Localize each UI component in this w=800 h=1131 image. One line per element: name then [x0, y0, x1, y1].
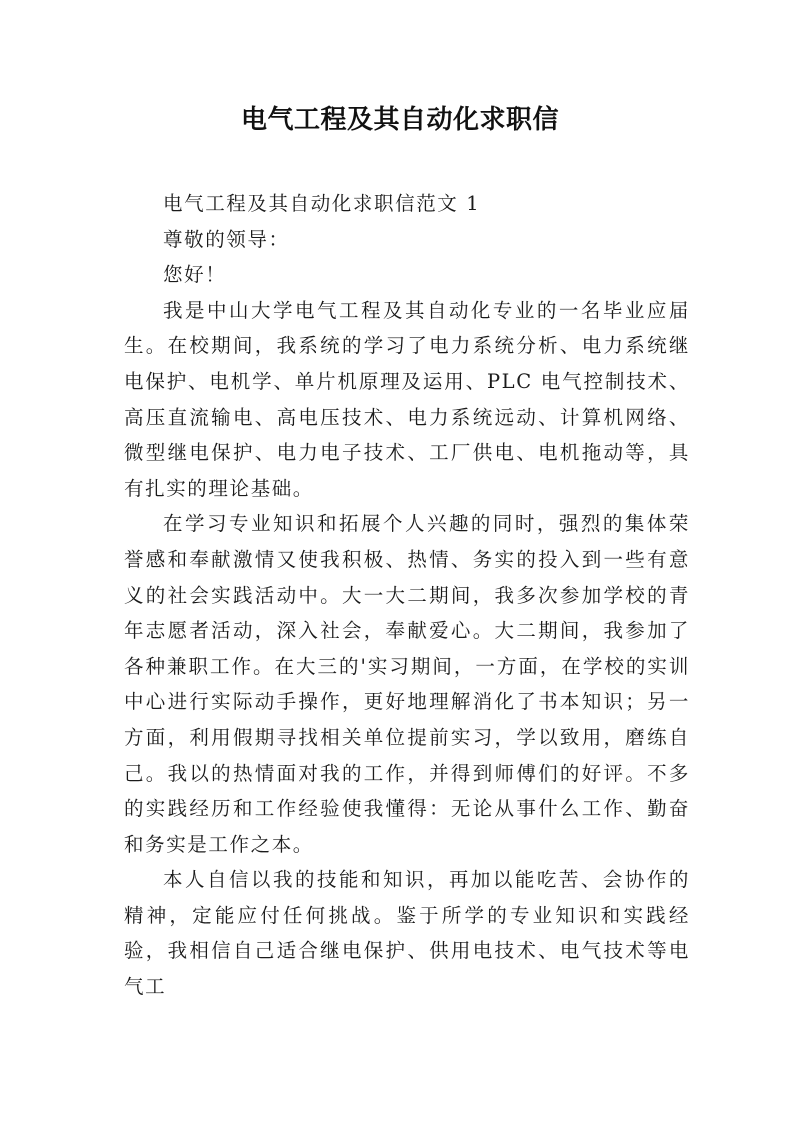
greeting-line: 您好！: [163, 263, 227, 287]
paragraph-education: 我是中山大学电气工程及其自动化专业的一名毕业应届生。在校期间，我系统的学习了电力系统分析、电力系统继电保护、电机学、单片机原理及运用、PLC 电气控制技术、高压直流输电、高电压技术、电力系统远动、计算机网络、微型继电保护、电力电子技术、工厂供电、电机拖动等，具有扎实的理论基础。: [124, 298, 690, 500]
document-body: [124, 186, 690, 1005]
document-title: 电气工程及其自动化求职信: [240, 105, 559, 135]
subtitle-line: 电气工程及其自动化求职信范文 1: [163, 192, 481, 215]
paragraph-confidence: 本人自信以我的技能和知识，再加以能吃苦、会协作的精神，定能应付任何挑战。鉴于所学的专业知识和实践经验，我相信自己适合继电保护、供用电技术、电气技术等电气工: [124, 868, 690, 999]
salutation-line: 尊敬的领导：: [163, 227, 290, 251]
paragraph-practice: 在学习专业知识和拓展个人兴趣的同时，强烈的集体荣誉感和奉献激情又使我积极、热情、务实的投入到一些有意义的社会实践活动中。大一大二期间，我多次参加学校的青年志愿者活动，深入社会，奉献爱心。大二期间，我参加了各种兼职工作。在大三的'实习期间，一方面，在学校的实训中心进行实际动手操作，更好地理解消化了书本知识；另一方面，利用假期寻找相关单位提前实习，学以致用，磨练自己。我以的热情面对我的工作，并得到师傅们的好评。不多的实践经历和工作经验使我懂得：无论从事什么工作、勤奋和务实是工作之本。: [124, 512, 690, 856]
